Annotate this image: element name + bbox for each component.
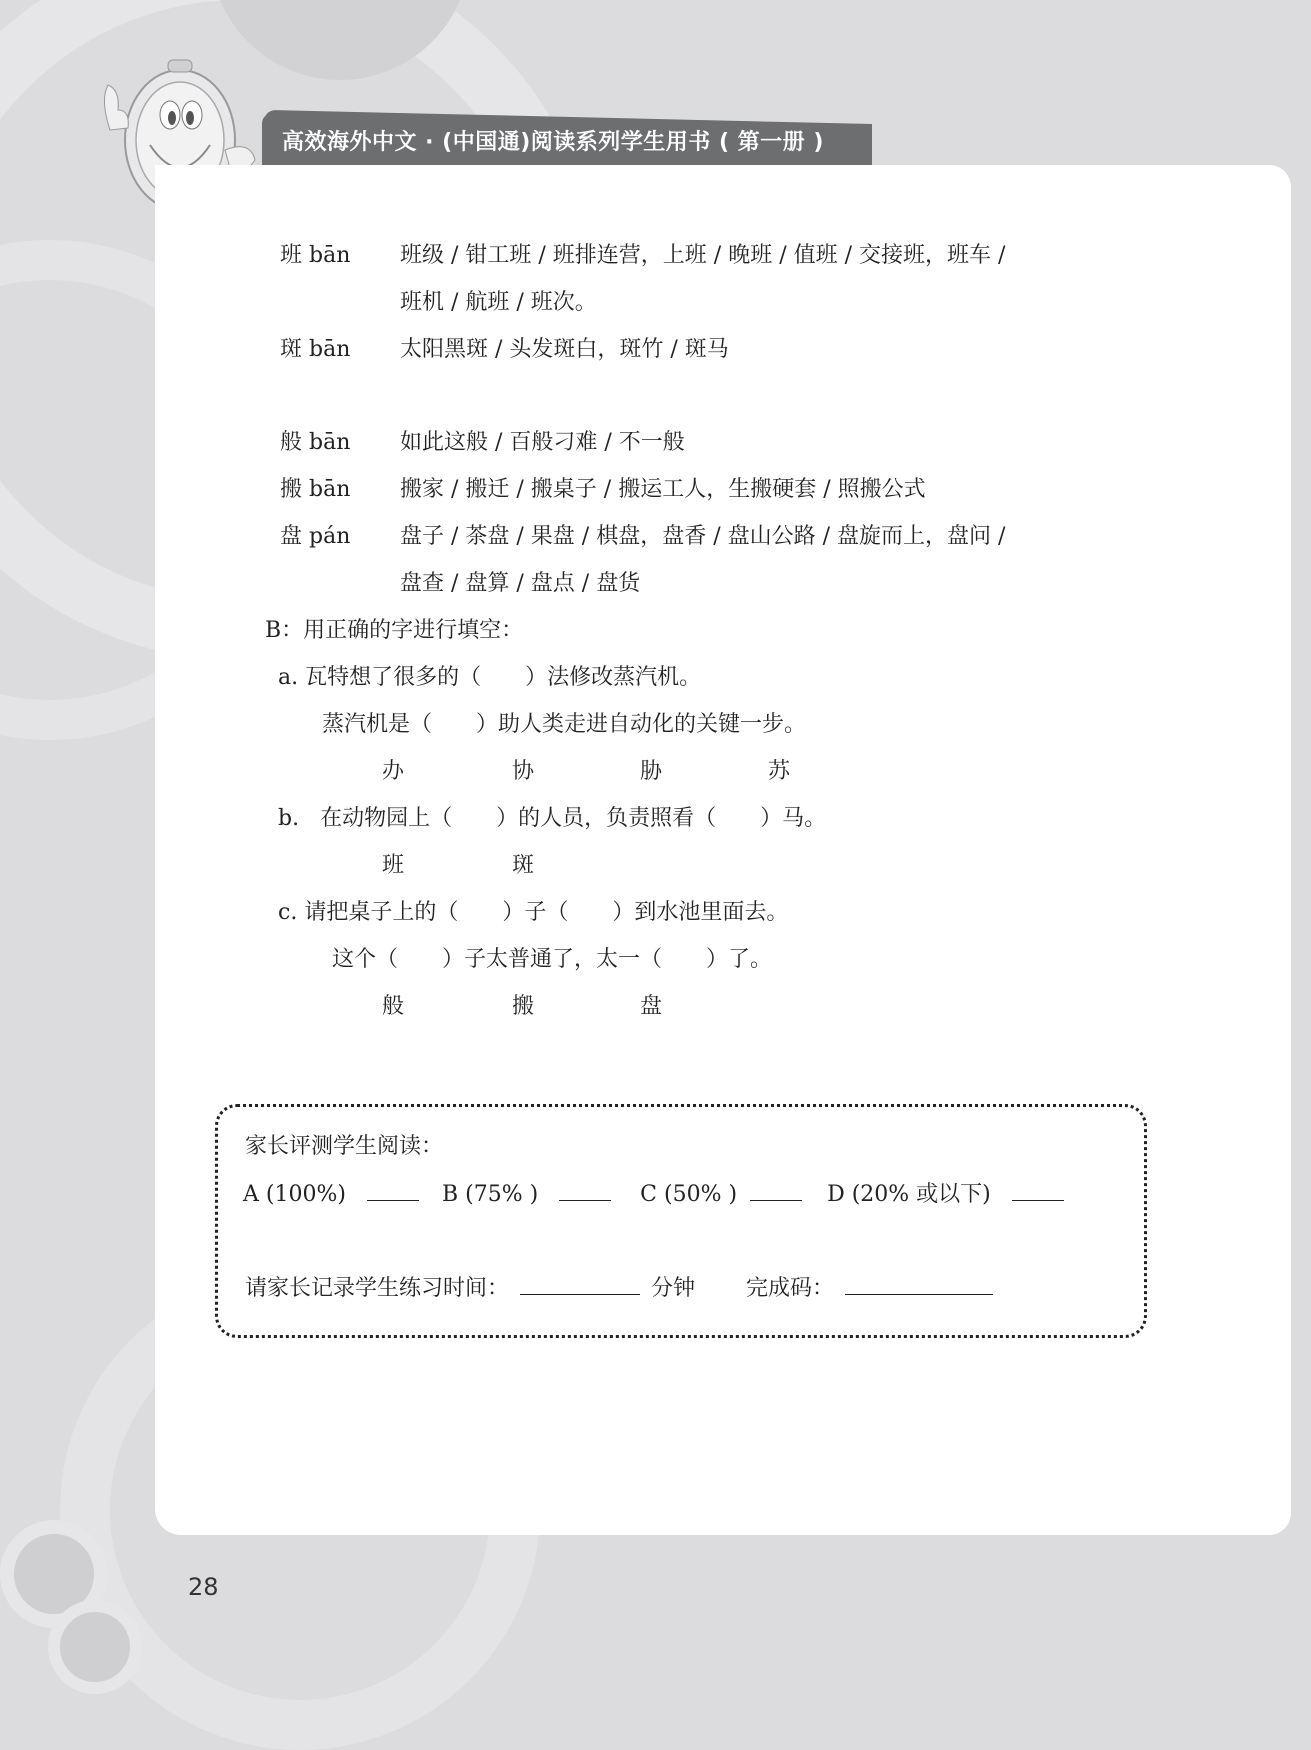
question-label: a. [278, 665, 299, 690]
time-blank[interactable] [520, 1274, 640, 1295]
question-sentence: 请把桌子上的（ ）子（ ）到水池里面去。 [304, 900, 789, 925]
choice-option: 办 [382, 759, 405, 784]
question-sentence: 在动物园上（ ）的人员，负责照看（ ）马。 [320, 806, 827, 831]
vocab-words: 盘查 / 盘算 / 盘点 / 盘货 [400, 571, 641, 596]
grade-d-label: D (20% 或以下) [827, 1182, 991, 1207]
page-number: 28 [188, 1573, 219, 1601]
choice-option: 苏 [768, 759, 791, 784]
question-sentence: 这个（ ）子太普通了，太一（ ）了。 [332, 947, 773, 972]
vocab-head: 盘 pán [280, 524, 351, 549]
background-circle [0, 1520, 108, 1628]
choice-option: 协 [512, 759, 535, 784]
choice-option: 胁 [640, 759, 663, 784]
question-b [278, 805, 826, 833]
question-label: c. [278, 900, 298, 925]
grade-c-blank[interactable] [750, 1180, 802, 1201]
time-label: 请家长记录学生练习时间： [245, 1276, 510, 1301]
grade-a-blank[interactable] [367, 1180, 419, 1201]
grade-b-blank[interactable] [559, 1180, 611, 1201]
vocab-words: 班级 / 钳工班 / 班排连营，上班 / 晚班 / 值班 / 交接班，班车 / [400, 243, 1006, 268]
grade-a-label: A (100%) [243, 1182, 346, 1207]
time-record-row [245, 1274, 997, 1303]
vocab-head: 班 bān [280, 243, 351, 268]
choice-option: 班 [382, 853, 405, 878]
completion-code-label: 完成码： [746, 1276, 835, 1301]
grade-d-blank[interactable] [1012, 1180, 1064, 1201]
vocab-head: 搬 bān [280, 477, 351, 502]
exercise-instruction: B：用正确的字进行填空： [265, 618, 524, 643]
vocab-words: 搬家 / 搬迁 / 搬桌子 / 搬运工人，生搬硬套 / 照搬公式 [400, 477, 926, 502]
grade-b-label: B (75% ) [441, 1182, 539, 1207]
question-a [278, 664, 701, 692]
question-sentence: 瓦特想了很多的（ ）法修改蒸汽机。 [305, 665, 702, 690]
evaluation-title: 家长评测学生阅读： [245, 1134, 444, 1159]
vocab-words: 盘子 / 茶盘 / 果盘 / 棋盘，盘香 / 盘山公路 / 盘旋而上，盘问 / [400, 524, 1006, 549]
vocab-head: 斑 bān [280, 337, 351, 362]
vocab-words: 如此这般 / 百般刁难 / 不一般 [400, 430, 685, 455]
choice-option: 盘 [640, 994, 663, 1019]
completion-code-blank[interactable] [845, 1274, 993, 1295]
question-sentence: 蒸汽机是（ ）助人类走进自动化的关键一步。 [322, 712, 807, 737]
time-unit: 分钟 [651, 1276, 696, 1301]
choice-option: 斑 [512, 853, 535, 878]
choice-option: 般 [382, 994, 405, 1019]
book-title: 高效海外中文 · (中国通)阅读系列学生用书 ( 第一册 ) [282, 130, 824, 155]
grade-options [243, 1180, 1068, 1209]
choice-option: 搬 [512, 994, 535, 1019]
vocab-words: 班机 / 航班 / 班次。 [400, 290, 597, 315]
grade-c-label: C (50% ) [640, 1182, 738, 1207]
question-label: b. [278, 806, 300, 831]
background-circle [48, 1600, 142, 1694]
question-c [278, 899, 788, 927]
vocab-head: 般 bān [280, 430, 351, 455]
vocab-words: 太阳黑斑 / 头发斑白，斑竹 / 斑马 [400, 337, 729, 362]
